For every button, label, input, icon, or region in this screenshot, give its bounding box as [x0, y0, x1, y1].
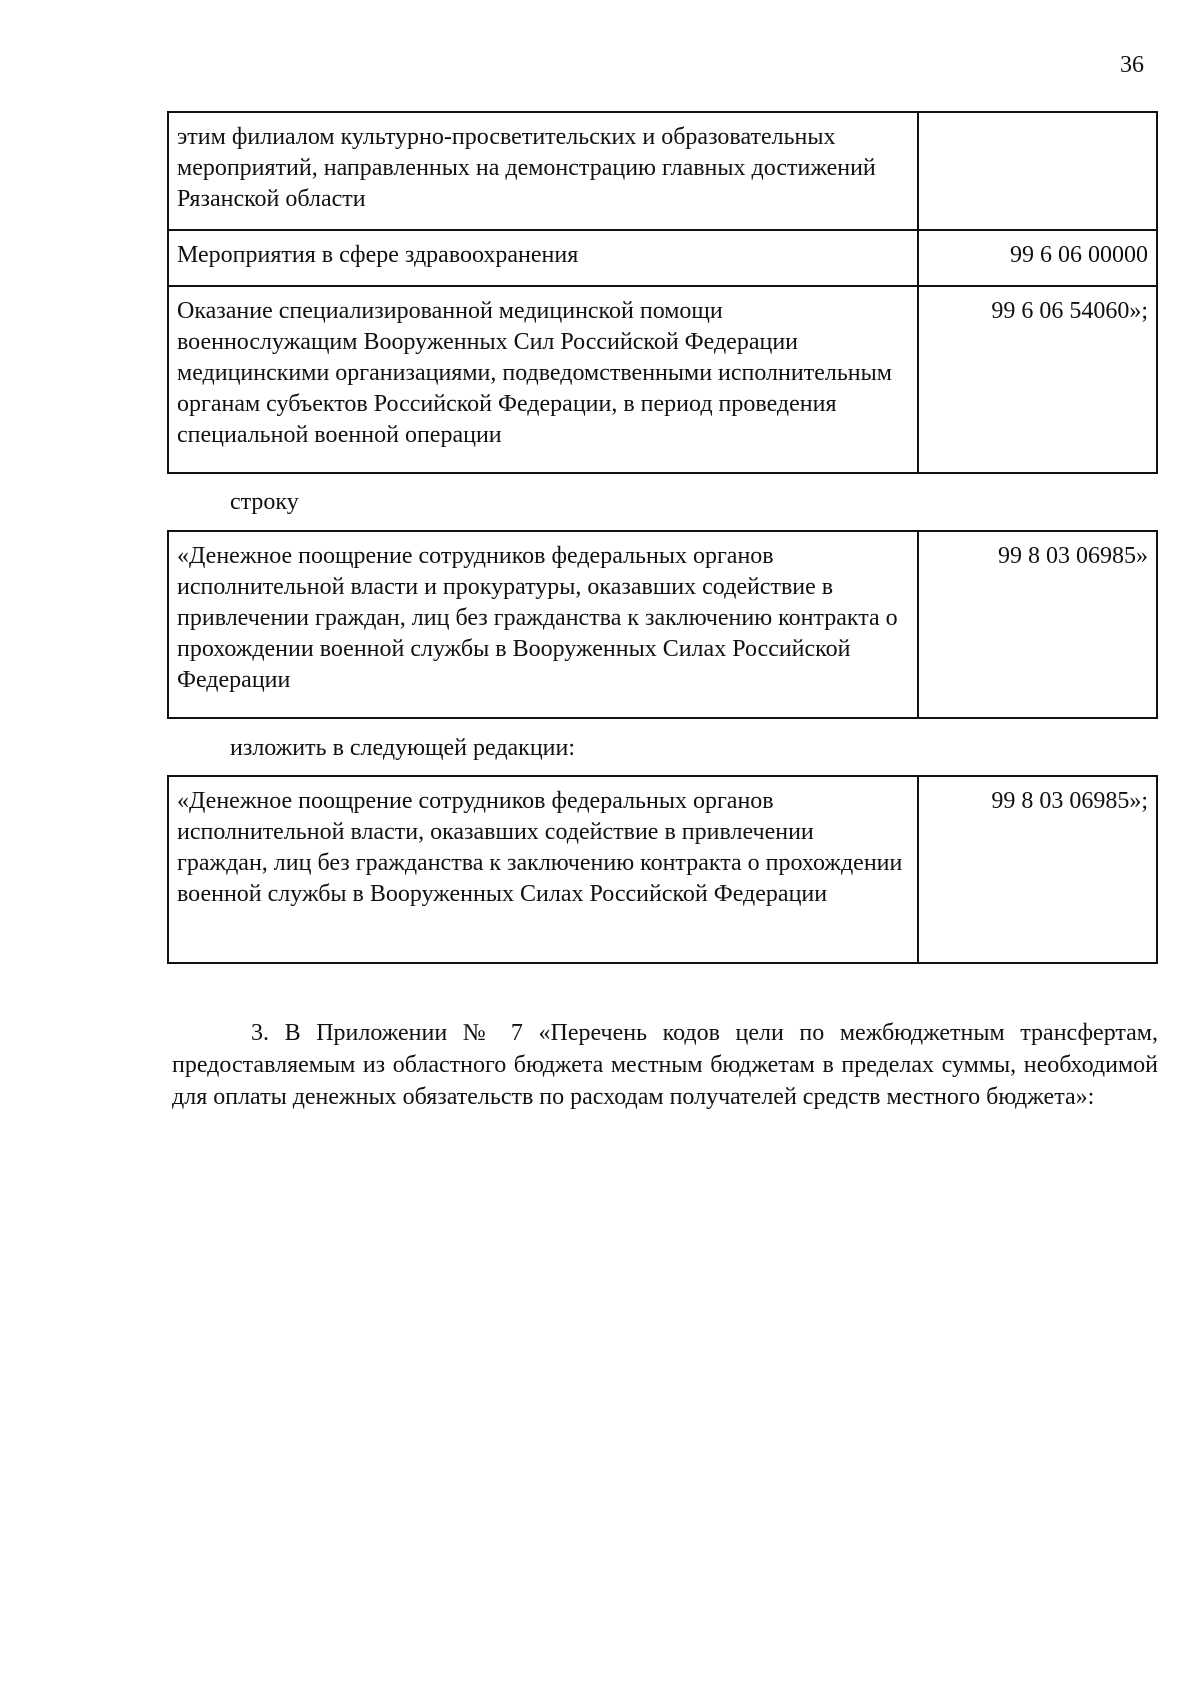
- table-row: [168, 230, 1157, 286]
- table-row: [168, 112, 1157, 230]
- row-code-cell: 99 8 03 06985»: [918, 531, 1157, 718]
- page-number: 36: [1120, 52, 1144, 78]
- old-row-table: [167, 530, 1158, 719]
- table-row: [168, 531, 1157, 718]
- label-stroku: строку: [230, 489, 299, 515]
- row-name-cell: «Денежное поощрение сотрудников федеральных органов исполнительной власти, оказавших содействие в привлечении граждан, лиц без гражданства к заключению контракта о прохождении военной службы в Вооруженных Силах Российской Федерации: [168, 776, 918, 963]
- row-code-cell: 99 6 06 54060»;: [918, 286, 1157, 473]
- row-name-cell: Мероприятия в сфере здравоохранения: [168, 230, 918, 286]
- table-row: [168, 776, 1157, 963]
- row-name-cell: «Денежное поощрение сотрудников федеральных органов исполнительной власти и прокуратуры, оказавших содействие в привлечении граждан, лиц без гражданства к заключению контракта о прохождении военной службы в Вооруженных Силах Российской Федерации: [168, 531, 918, 718]
- table-row: [168, 286, 1157, 473]
- row-name-cell: Оказание специализированной медицинской помощи военнослужащим Вооруженных Сил Российской Федерации медицинскими организациями, подведомственными исполнительным органам субъектов Российской Федерации, в период проведения специальной военной операции: [168, 286, 918, 473]
- row-name-cell: этим филиалом культурно-просветительских и образовательных мероприятий, направленных на демонстрацию главных достижений Рязанской области: [168, 112, 918, 230]
- row-code-cell: [918, 112, 1157, 230]
- budget-table-continuation: [167, 111, 1158, 474]
- paragraph-3: 3. В Приложении № 7 «Перечень кодов цели по межбюджетным трансфертам, предоставляемым из областного бюджета местным бюджетам в пределах суммы, необходимой для оплаты денежных обязательств по расходам получателей средств местного бюджета»:: [172, 1020, 1158, 1110]
- row-code-cell: 99 6 06 00000: [918, 230, 1157, 286]
- label-izlozhit: изложить в следующей редакции:: [230, 735, 576, 761]
- row-code-cell: 99 8 03 06985»;: [918, 776, 1157, 963]
- new-row-table: [167, 775, 1158, 964]
